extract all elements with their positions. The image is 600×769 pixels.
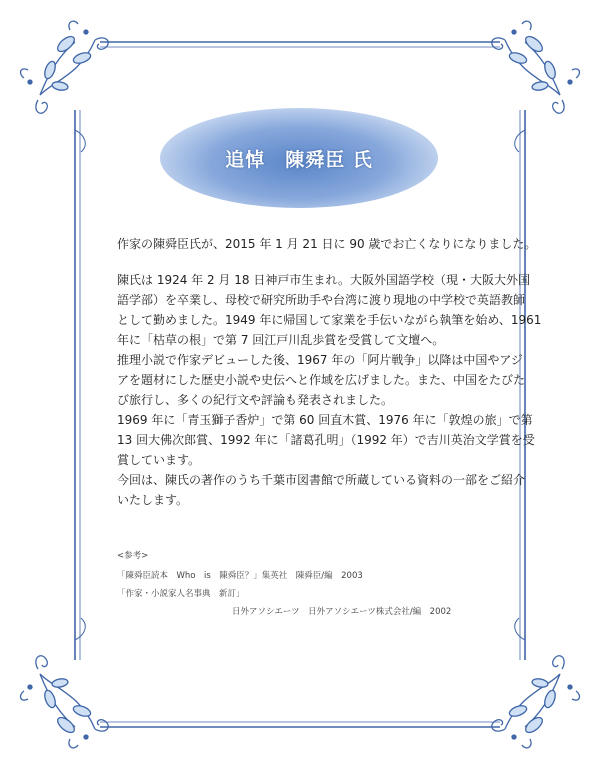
bio-line: 推理小説で作家デビューした後、1967 年の「阿片戦争」以降は中国やアジ	[117, 353, 523, 367]
bio-line: 陳氏は 1924 年 2 月 18 日神戸市生まれ。大阪外国語学校（現・大阪大外国	[117, 273, 531, 287]
bio-line: 語学部）を卒業し、母校で研究所助手や台湾に渡り現地の中学校で英語教師	[117, 293, 526, 307]
bio-line: び旅行し、多くの紀行文や評論も発表されました。	[117, 393, 394, 407]
reference-item: 「陳舜臣読本 Who is 陳舜臣？」集英社 陳舜臣/編 2003	[117, 571, 363, 581]
page-title: 追悼 陳舜臣 氏	[225, 148, 373, 171]
reference-item: 「作家・小説家人名事典 新訂」	[117, 589, 245, 599]
bio-line: いたします。	[117, 493, 189, 507]
bio-line: 賞しています。	[117, 453, 201, 467]
intro-text: 作家の陳舜臣氏が、2015 年 1 月 21 日に 90 歳でお亡くなりになりました。	[117, 237, 537, 251]
biography-paragraph	[117, 270, 542, 510]
bio-line: 13 回大佛次郎賞、1992 年に「諸葛孔明」（1992 年）で吉川英治文学賞を受	[117, 433, 535, 447]
title-banner	[160, 108, 438, 208]
bio-line: アを題材にした歴史小説や史伝へと作域を広げました。また、中国をたびた	[117, 373, 526, 387]
bio-line: として勤めました。1949 年に帰国して家業を手伝いながら執筆を始め、1961	[117, 313, 542, 327]
references-heading: <参考>	[117, 551, 149, 561]
reference-publisher: 日外アソシエーツ 日外アソシエーツ株式会社/編 2002	[232, 607, 452, 617]
bio-line: 今回は、陳氏の著作のうち千葉市図書館で所蔵している資料の一部をご紹介	[117, 473, 526, 487]
intro-paragraph	[117, 234, 537, 254]
bio-line: 年に「枯草の根」で第 7 回江戸川乱歩賞を受賞して文壇へ。	[117, 333, 445, 347]
bio-line: 1969 年に「青玉獅子香炉」で第 60 回直木賞、1976 年に「敦煌の旅」で第	[117, 413, 533, 427]
